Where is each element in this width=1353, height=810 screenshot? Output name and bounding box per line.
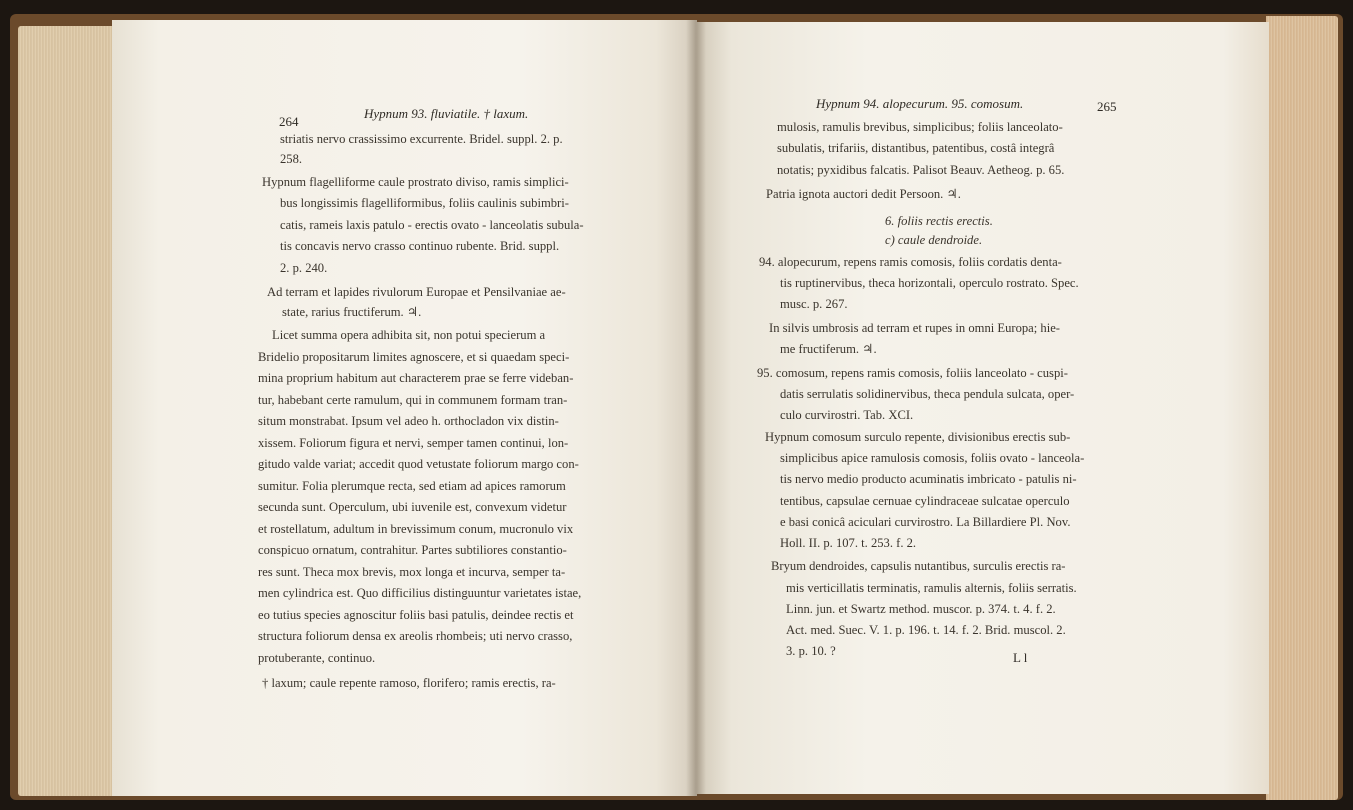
text-line: mina proprium habitum aut characterem prae se ferre videban- [258, 371, 574, 385]
text-line: Holl. II. p. 107. t. 253. f. 2. [780, 536, 917, 550]
text-line: e basi conicâ aciculari curvirostro. La Billardiere Pl. Nov. [780, 515, 1071, 529]
text-line: Hypnum comosum surculo repente, divisionibus erectis sub- [765, 430, 1071, 444]
text-line: 94. alopecurum, repens ramis comosis, foliis cordatis denta- [759, 255, 1062, 269]
right-page [697, 22, 1269, 794]
text-line: 95. comosum, repens ramis comosis, foliis lanceolato - cuspi- [757, 366, 1068, 380]
text-line: 258. [280, 152, 303, 166]
text-line: Linn. jun. et Swartz method. muscor. p. 374. t. 4. f. 2. [786, 602, 1056, 616]
right-running-head: Hypnum 94. alopecurum. 95. comosum. [816, 96, 1024, 111]
text-line: situm monstrabat. Ipsum vel adeo h. orthocladon vix distin- [258, 414, 559, 428]
text-line: res sunt. Theca mox brevis, mox longa et incurva, semper ta- [258, 565, 566, 579]
text-line: Act. med. Suec. V. 1. p. 196. t. 14. f. 2. Brid. muscol. 2. [786, 623, 1066, 637]
text-line: Ad terram et lapides rivulorum Europae et Pensilvaniae ae- [267, 285, 566, 299]
text-line: xissem. Foliorum figura et nervi, semper tamen continui, lon- [258, 436, 569, 450]
text-line: tis nervo medio producto acuminatis imbricato - patulis ni- [780, 472, 1077, 486]
text-line: Patria ignota auctori dedit Persoon. ♃. [766, 187, 961, 201]
text-line: In silvis umbrosis ad terram et rupes in omni Europa; hie- [769, 321, 1060, 335]
text-line: mulosis, ramulis brevibus, simplicibus; foliis lanceolato- [777, 120, 1063, 134]
page-edges-left [18, 26, 120, 796]
text-line: † laxum; caule repente ramoso, florifero; ramis erectis, ra- [262, 676, 556, 690]
text-line: 3. p. 10. ? [786, 644, 836, 658]
text-line: conspicuo ornatum, contrahitur. Partes subtiliores constantio- [258, 543, 567, 557]
page-edges-right [1266, 16, 1338, 800]
section-heading: 6. foliis rectis erectis. [885, 214, 993, 228]
text-line: catis, rameis laxis patulo - erectis ovato - lanceolatis subula- [280, 218, 584, 232]
text-line: gitudo valde variat; accedit quod vetustate foliorum margo con- [258, 457, 579, 471]
text-line: mis verticillatis terminatis, ramulis alternis, foliis serratis. [786, 581, 1077, 595]
text-line: Bridelio propositarum limites agnoscere, et si quaedam speci- [258, 350, 570, 364]
text-line: secunda sunt. Operculum, ubi iuvenile est, convexum videtur [258, 500, 567, 514]
text-line: striatis nervo crassissimo excurrente. Bridel. suppl. 2. p. [280, 132, 563, 146]
text-line: tentibus, capsulae cernuae cylindraceae sulcatae operculo [780, 494, 1070, 508]
text-line: culo curvirostri. Tab. XCI. [780, 408, 914, 422]
text-line: subulatis, trifariis, distantibus, patentibus, costâ integrâ [777, 141, 1055, 155]
text-line: bus longissimis flagelliformibus, foliis caulinis subimbri- [280, 196, 569, 210]
text-line: Bryum dendroides, capsulis nutantibus, surculis erectis ra- [771, 559, 1066, 573]
text-line: state, rarius fructiferum. ♃. [282, 305, 422, 319]
left-running-head: Hypnum 93. fluviatile. † laxum. [364, 106, 529, 121]
text-line: sumitur. Folia plerumque recta, sed etiam ad apices ramorum [258, 479, 566, 493]
text-line: musc. p. 267. [780, 297, 848, 311]
text-line: structura foliorum densa ex areolis rhombeis; uti nervo crasso, [258, 629, 573, 643]
right-page-number: 265 [1097, 99, 1117, 114]
text-line: Licet summa opera adhibita sit, non potui specierum a [272, 328, 546, 342]
text-line: tis concavis nervo crasso continuo rubente. Brid. suppl. [280, 239, 560, 253]
section-subheading: c) caule dendroide. [885, 233, 983, 247]
text-line: me fructiferum. ♃. [780, 342, 877, 356]
left-page-number: 264 [279, 114, 299, 129]
text-line: protuberante, continuo. [258, 651, 376, 665]
text-line: Hypnum flagelliforme caule prostrato diviso, ramis simplici- [262, 175, 569, 189]
left-page [112, 20, 697, 796]
text-line: simplicibus apice ramulosis comosis, foliis ovato - lanceola- [780, 451, 1085, 465]
text-line: eo tutius species agnoscitur foliis basi patulis, deindee rectis et [258, 608, 574, 622]
text-line: 2. p. 240. [280, 261, 328, 275]
text-line: notatis; pyxidibus falcatis. Palisot Beauv. Aetheog. p. 65. [777, 163, 1065, 177]
text-line: datis serrulatis solidinervibus, theca pendula sulcata, oper- [780, 387, 1075, 401]
text-line: men cylindrica est. Quo difficilius distinguuntur varietates istae, [258, 586, 582, 600]
text-line: tis ruptinervibus, theca horizontali, operculo rostrato. Spec. [780, 276, 1079, 290]
text-line: tur, habebant certe ramulum, qui in communem formam tran- [258, 393, 568, 407]
text-line: et rostellatum, adultum in brevissimum conum, mucronulo vix [258, 522, 574, 536]
signature-mark: L l [1013, 650, 1028, 665]
book-gutter [686, 20, 706, 796]
